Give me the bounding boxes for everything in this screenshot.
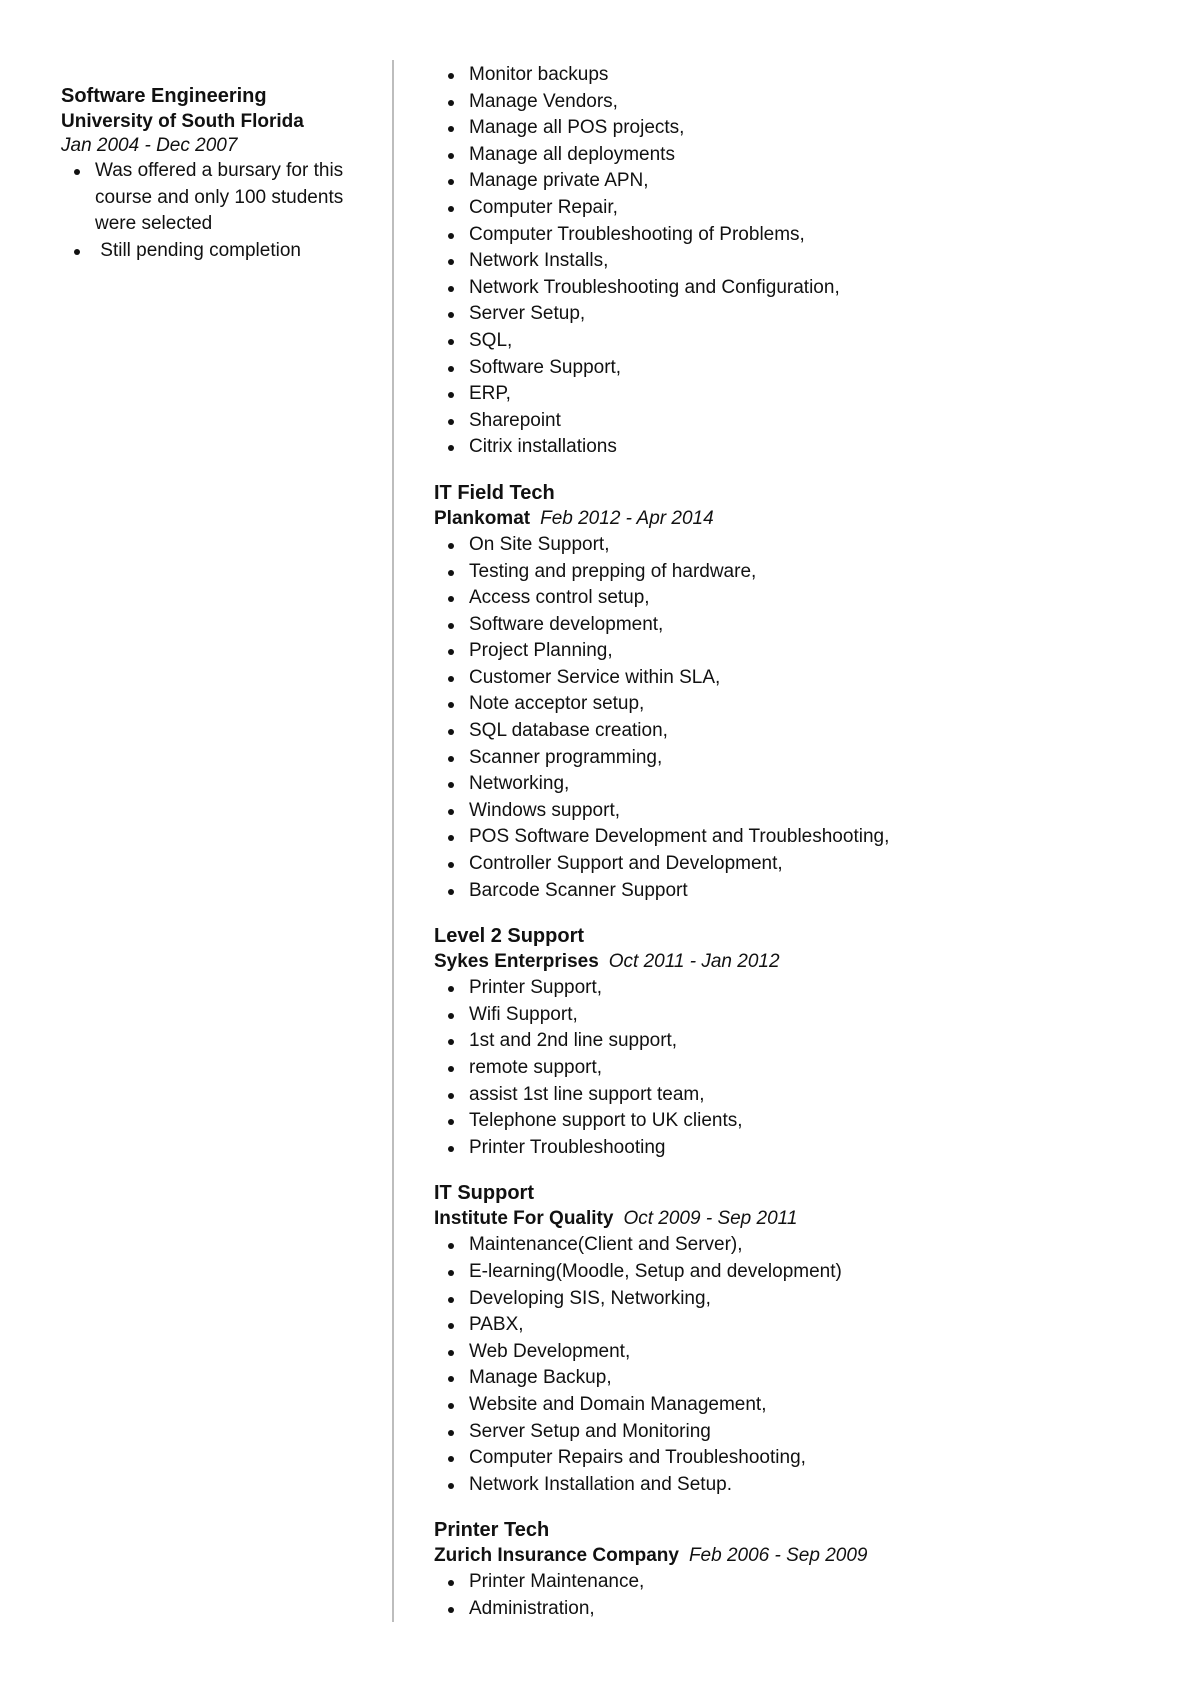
list-item: Manage Backup, — [434, 1365, 1154, 1392]
list-item: Printer Support, — [434, 975, 1154, 1002]
list-item: Computer Repair, — [434, 195, 1154, 222]
list-item: Still pending completion — [61, 238, 371, 265]
list-item: Administration, — [434, 1596, 1154, 1623]
list-item: On Site Support, — [434, 532, 1154, 559]
continued-job-bullets — [434, 62, 1154, 461]
list-item: remote support, — [434, 1055, 1154, 1082]
list-item: Customer Service within SLA, — [434, 665, 1154, 692]
job-bullets — [434, 1232, 1154, 1498]
list-item: Windows support, — [434, 798, 1154, 825]
list-item: Software development, — [434, 612, 1154, 639]
education-bullets — [61, 158, 371, 264]
list-item: Manage Vendors, — [434, 89, 1154, 116]
company-name: Institute For Quality — [434, 1208, 614, 1230]
job-meta — [434, 506, 1154, 532]
job-dates: Oct 2011 - Jan 2012 — [608, 951, 780, 973]
list-item: Wifi Support, — [434, 1002, 1154, 1029]
job-meta — [434, 1206, 1154, 1232]
list-item: Network Installation and Setup. — [434, 1472, 1154, 1499]
list-item: Access control setup, — [434, 585, 1154, 612]
job-dates: Feb 2012 - Apr 2014 — [540, 507, 714, 529]
list-item: Website and Domain Management, — [434, 1392, 1154, 1419]
list-item: Monitor backups — [434, 62, 1154, 89]
education-dates: Jan 2004 - Dec 2007 — [61, 135, 238, 156]
school-name: University of South Florida — [61, 111, 304, 132]
list-item: Web Development, — [434, 1339, 1154, 1366]
list-item: Manage all POS projects, — [434, 115, 1154, 142]
job-meta — [434, 1543, 1154, 1569]
list-item: Citrix installations — [434, 434, 1154, 461]
list-item: Networking, — [434, 771, 1154, 798]
list-item: Printer Maintenance, — [434, 1569, 1154, 1596]
list-item: SQL database creation, — [434, 718, 1154, 745]
list-item: Server Setup and Monitoring — [434, 1419, 1154, 1446]
job-bullets — [434, 532, 1154, 904]
list-item: Barcode Scanner Support — [434, 878, 1154, 905]
list-item: SQL, — [434, 328, 1154, 355]
list-item: Network Installs, — [434, 248, 1154, 275]
list-item: Printer Troubleshooting — [434, 1135, 1154, 1162]
list-item: Controller Support and Development, — [434, 851, 1154, 878]
list-item: Manage all deployments — [434, 142, 1154, 169]
list-item: Computer Troubleshooting of Problems, — [434, 222, 1154, 249]
job-dates: Feb 2006 - Sep 2009 — [688, 1545, 868, 1567]
experience-section — [434, 62, 1154, 1623]
list-item: Scanner programming, — [434, 745, 1154, 772]
job-bullets — [434, 1569, 1154, 1622]
job-entry-it-field-tech — [434, 480, 1154, 904]
job-title: IT Support — [434, 1182, 534, 1205]
list-item: Maintenance(Client and Server), — [434, 1232, 1154, 1259]
list-item: E-learning(Moodle, Setup and development) — [434, 1259, 1154, 1286]
list-item: Sharepoint — [434, 408, 1154, 435]
education-section — [61, 83, 371, 264]
job-entry-it-support — [434, 1180, 1154, 1498]
company-name: Zurich Insurance Company — [434, 1545, 679, 1567]
degree-title: Software Engineering — [61, 85, 267, 107]
list-item: Note acceptor setup, — [434, 691, 1154, 718]
list-item: Server Setup, — [434, 301, 1154, 328]
list-item: Manage private APN, — [434, 168, 1154, 195]
list-item: POS Software Development and Troubleshooting, — [434, 824, 1154, 851]
list-item: Developing SIS, Networking, — [434, 1286, 1154, 1313]
job-entry-printer-tech — [434, 1517, 1154, 1622]
list-item: ERP, — [434, 381, 1154, 408]
job-entry-level-2-support — [434, 923, 1154, 1161]
column-divider — [392, 60, 394, 1622]
list-item: PABX, — [434, 1312, 1154, 1339]
list-item: Telephone support to UK clients, — [434, 1108, 1154, 1135]
list-item: Computer Repairs and Troubleshooting, — [434, 1445, 1154, 1472]
company-name: Plankomat — [434, 507, 531, 529]
job-bullets — [434, 975, 1154, 1161]
list-item: 1st and 2nd line support, — [434, 1028, 1154, 1055]
job-meta — [434, 949, 1154, 975]
job-title: Level 2 Support — [434, 925, 585, 948]
list-item: Was offered a bursary for this course and only 100 students were selected — [61, 158, 371, 238]
job-title: IT Field Tech — [434, 481, 555, 504]
list-item: Project Planning, — [434, 638, 1154, 665]
company-name: Sykes Enterprises — [434, 951, 599, 973]
job-title: Printer Tech — [434, 1519, 550, 1542]
list-item: Network Troubleshooting and Configuration, — [434, 275, 1154, 302]
job-dates: Oct 2009 - Sep 2011 — [623, 1208, 798, 1230]
list-item: Software Support, — [434, 355, 1154, 382]
list-item: Testing and prepping of hardware, — [434, 559, 1154, 586]
list-item: assist 1st line support team, — [434, 1082, 1154, 1109]
